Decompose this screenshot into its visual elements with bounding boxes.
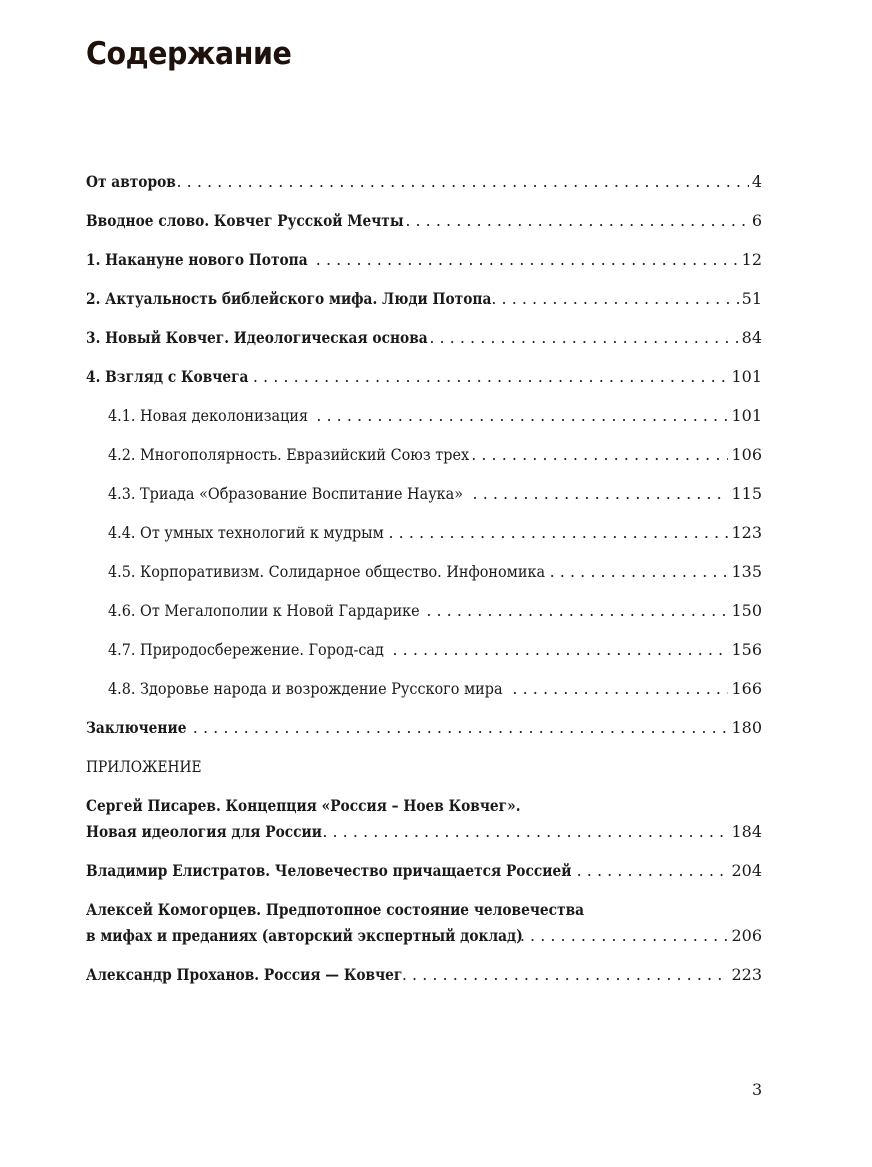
toc-entry-conclusion[interactable]	[86, 716, 762, 740]
toc-entry-label: От авторов	[86, 172, 176, 191]
dot-leader	[473, 482, 729, 506]
dot-leader	[426, 599, 728, 623]
toc-entry-page: 84	[741, 328, 762, 347]
toc-entry-page: 206	[731, 926, 762, 945]
dot-leader	[253, 365, 729, 389]
toc-entry-page: 180	[731, 718, 762, 737]
toc-subentry-label: 4.4. От умных технологий к мудрым	[108, 523, 384, 542]
page-number: 3	[752, 1080, 763, 1099]
toc-subentry[interactable]	[108, 560, 762, 584]
toc-entry[interactable]	[86, 365, 762, 389]
appendix-heading	[86, 755, 762, 779]
toc-entry-label: 2. Актуальность библейского мифа. Люди Потопа	[86, 289, 492, 308]
toc-entry-page: 4	[751, 172, 762, 191]
dot-leader	[402, 963, 729, 987]
dot-leader	[491, 287, 738, 311]
dot-leader	[389, 521, 729, 545]
toc-appendix-entry[interactable]	[86, 898, 762, 948]
toc-subentry-label: 4.7. Природосбережение. Город-сад	[108, 640, 384, 659]
toc-subentry-label: 4.5. Корпоративизм. Солидарное общество. Инфономика	[108, 562, 546, 581]
toc-entry[interactable]	[86, 209, 762, 233]
toc-subentry-page: 156	[731, 640, 762, 659]
toc-subentry-label: 4.6. От Мегалополии к Новой Гардарике	[108, 601, 420, 620]
toc-subentry[interactable]	[108, 677, 762, 701]
toc-subentry-page: 115	[731, 484, 762, 503]
toc-entry-page: 51	[741, 289, 762, 308]
toc-subentry-page: 166	[731, 679, 762, 698]
toc-entry-page: 101	[731, 367, 762, 386]
toc-entry-label: 4. Взгляд с Ковчега	[86, 367, 249, 386]
toc-entry-label: Александр Проханов. Россия — Ковчег	[86, 965, 403, 984]
toc-entry-label: в мифах и преданиях (авторский экспертный доклад)	[86, 926, 523, 945]
toc-subentry-page: 135	[731, 562, 762, 581]
dot-leader	[405, 209, 748, 233]
dot-leader	[316, 404, 728, 428]
toc-subentry[interactable]	[108, 521, 762, 545]
toc-entry-page: 12	[741, 250, 762, 269]
toc-entry-label: Вводное слово. Ковчег Русской Мечты	[86, 211, 404, 230]
toc-entry-page: 223	[731, 965, 762, 984]
dot-leader	[566, 859, 728, 883]
toc-subentry-page: 150	[731, 601, 762, 620]
toc-subentry-label: 4.1. Новая деколонизация	[108, 406, 309, 425]
appendix-heading-text: ПРИЛОЖЕНИЕ	[86, 757, 202, 776]
toc-appendix-entry[interactable]	[86, 963, 762, 987]
dot-leader	[193, 716, 729, 740]
toc-subentry-label: 4.8. Здоровье народа и возрождение Русского мира	[108, 679, 503, 698]
dot-leader	[520, 924, 729, 948]
toc-subentry-label: 4.3. Триада «Образование Воспитание Наука»	[108, 484, 464, 503]
page-title: Содержание	[86, 36, 292, 72]
toc-entry-page: 184	[731, 822, 762, 841]
toc-entry-label: Владимир Елистратов. Человечество причащается Россией	[86, 861, 572, 880]
toc-entry-label-line1: Алексей Комогорцев. Предпотопное состояние человечества	[86, 900, 585, 919]
dot-leader	[316, 248, 739, 272]
toc-entry-label: Заключение	[86, 718, 187, 737]
toc-entry-page: 6	[751, 211, 762, 230]
toc-entry-label: Новая идеология для России	[86, 822, 322, 841]
toc-subentry-page: 101	[731, 406, 762, 425]
toc-entry[interactable]	[86, 326, 762, 350]
toc-entry[interactable]	[86, 287, 762, 311]
dot-leader	[176, 170, 748, 194]
toc-subentry-label: 4.2. Многополярность. Евразийский Союз трех	[108, 445, 470, 464]
dot-leader	[550, 560, 729, 584]
toc-subentry[interactable]	[108, 599, 762, 623]
toc-subentry-page: 106	[731, 445, 762, 464]
toc-appendix-entry[interactable]	[86, 794, 762, 844]
toc-entry-page: 204	[731, 861, 762, 880]
toc-entry-label-line1: Сергей Писарев. Концепция «Россия – Ноев Ковчег».	[86, 796, 521, 815]
dot-leader	[322, 820, 728, 844]
dot-leader	[392, 638, 728, 662]
dot-leader	[429, 326, 738, 350]
toc-subentry[interactable]	[108, 482, 762, 506]
toc-entry[interactable]	[86, 248, 762, 272]
toc-subentry[interactable]	[108, 638, 762, 662]
toc-appendix-entry[interactable]	[86, 859, 762, 883]
toc-subentry-page: 123	[731, 523, 762, 542]
dot-leader	[512, 677, 728, 701]
toc-entry-label: 1. Накануне нового Потопа	[86, 250, 308, 269]
toc-subentry[interactable]	[108, 404, 762, 428]
toc-entry-label: 3. Новый Ковчег. Идеологическая основа	[86, 328, 428, 347]
toc-entry[interactable]	[86, 170, 762, 194]
dot-leader	[471, 443, 728, 467]
toc-subentry[interactable]	[108, 443, 762, 467]
